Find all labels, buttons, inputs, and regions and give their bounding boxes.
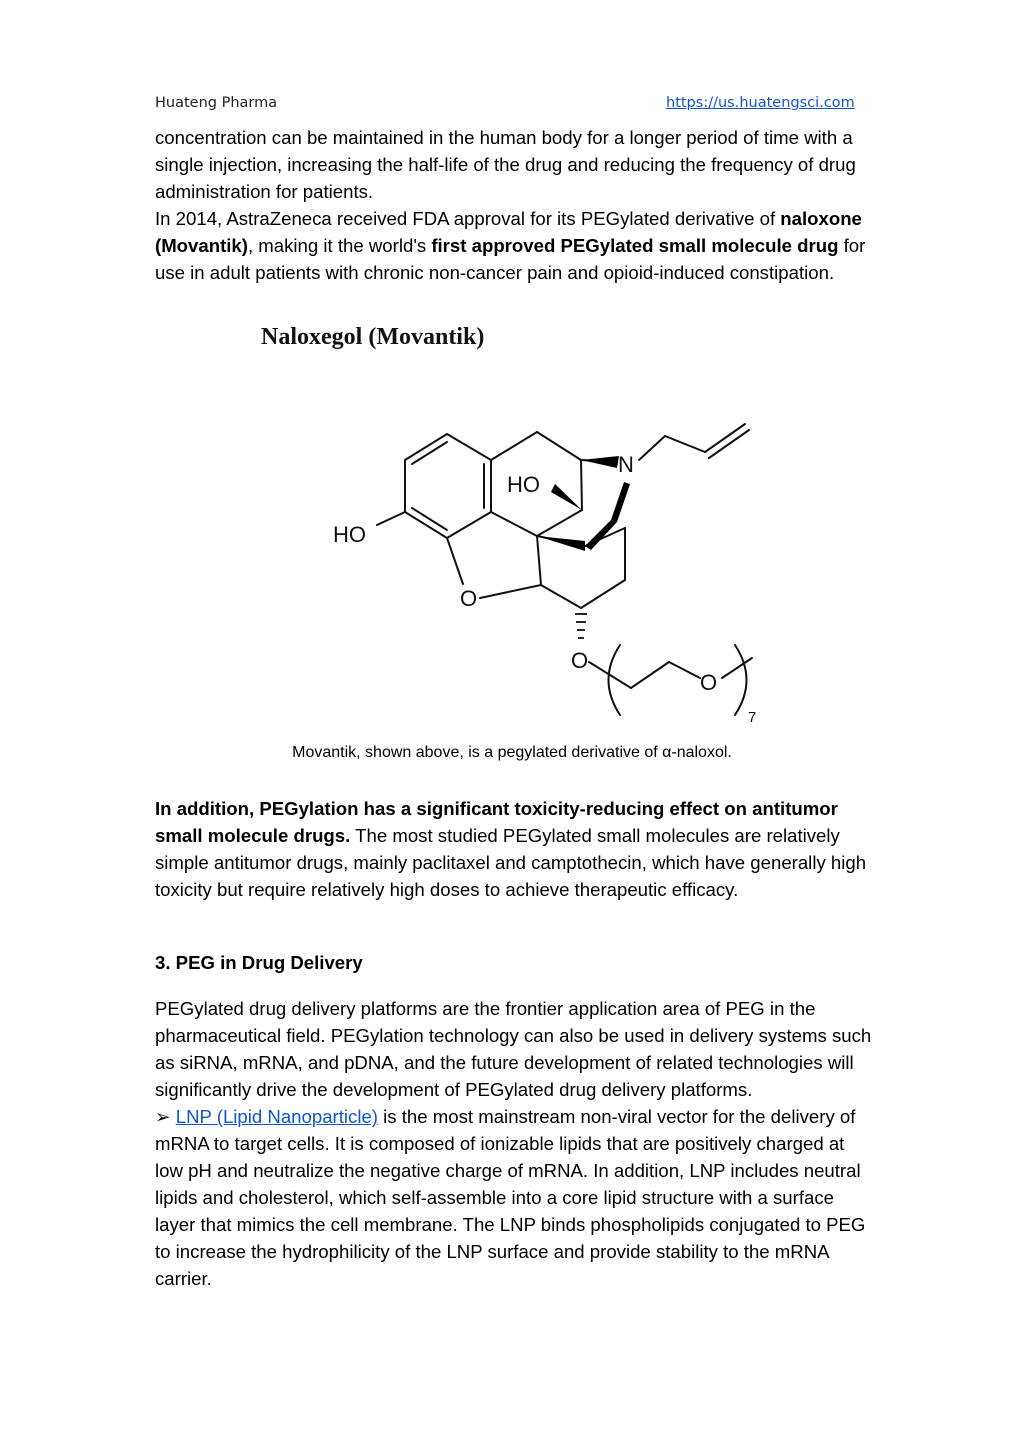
approval-text-3: for use in adult patients with chronic non-cancer pain and opioid-induced constipation. xyxy=(155,235,866,283)
approval-text-2: , making it the world's xyxy=(247,235,432,256)
paragraph-delivery-platforms: PEGylated drug delivery platforms are the frontier application area of PEG in the pharmaceutical field. PEGylation technology can also be used in delivery systems such as siRNA, mRNA, and pDNA, and the future development of related technologies will significantly drive the development of PEGylated drug delivery platforms. xyxy=(155,998,872,1100)
bullet-arrow: ➢ xyxy=(155,1106,171,1127)
label-ho-left: HO xyxy=(333,522,366,547)
label-o-ether: O xyxy=(571,648,589,673)
naloxegol-figure xyxy=(255,320,785,732)
header-url-link[interactable]: https://us.huatengsci.com xyxy=(666,95,855,111)
toxicity-paragraph xyxy=(155,795,875,903)
label-o-ring: O xyxy=(460,586,478,611)
approval-text-1: In 2014, AstraZeneca received FDA approval for its PEGylated derivative of xyxy=(155,208,781,229)
paragraph-movantik-approval xyxy=(155,205,875,286)
header-company: Huateng Pharma xyxy=(155,95,278,111)
figure-caption: Movantik, shown above, is a pegylated derivative of α-naloxol. xyxy=(292,744,732,761)
toxicity-text: The most studied PEGylated small molecules are relatively simple antitumor drugs, mainly paclitaxel and camptothecin, which have generally high toxicity but require relatively high doses to achieve therapeutic efficacy. xyxy=(155,825,867,900)
figure-title: Naloxegol (Movantik) xyxy=(261,324,485,350)
intro-section xyxy=(155,124,875,286)
first-approved-bold: first approved PEGylated small molecule drug xyxy=(431,235,839,256)
label-n: N xyxy=(618,452,634,477)
lnp-link[interactable]: LNP (Lipid Nanoparticle) xyxy=(175,1106,378,1127)
section-heading-peg-delivery: 3. PEG in Drug Delivery xyxy=(155,952,363,973)
label-ho-center: HO xyxy=(507,472,540,497)
paragraph-concentration: concentration can be maintained in the human body for a longer period of time with a single injection, increasing the half-life of the drug and reducing the frequency of drug administration for patients. xyxy=(155,127,856,202)
naloxone-bold: naloxone (Movantik) xyxy=(155,208,862,256)
lnp-text: is the most mainstream non-viral vector for the delivery of mRNA to target cells. It is composed of ionizable lipids that are positively charged at low pH and neutralize the negative charge of mRNA. In addition, LNP includes neutral lipids and cholesterol, which self-assemble into a core lipid structure with a surface layer that mimics the cell membrane. The LNP binds phospholipids conjugated to PEG to increase the hydrophilicity of the LNP surface and provide stability to the mRNA carrier. xyxy=(155,1106,866,1289)
label-o-peg: O xyxy=(700,670,718,695)
delivery-section xyxy=(155,995,875,1292)
toxicity-bold: In addition, PEGylation has a significant toxicity-reducing effect on antitumor small molecule drugs. xyxy=(155,798,838,846)
paragraph-lnp xyxy=(155,1103,875,1292)
label-repeat-count: 7 xyxy=(748,709,757,726)
naloxegol-structure xyxy=(255,320,785,732)
